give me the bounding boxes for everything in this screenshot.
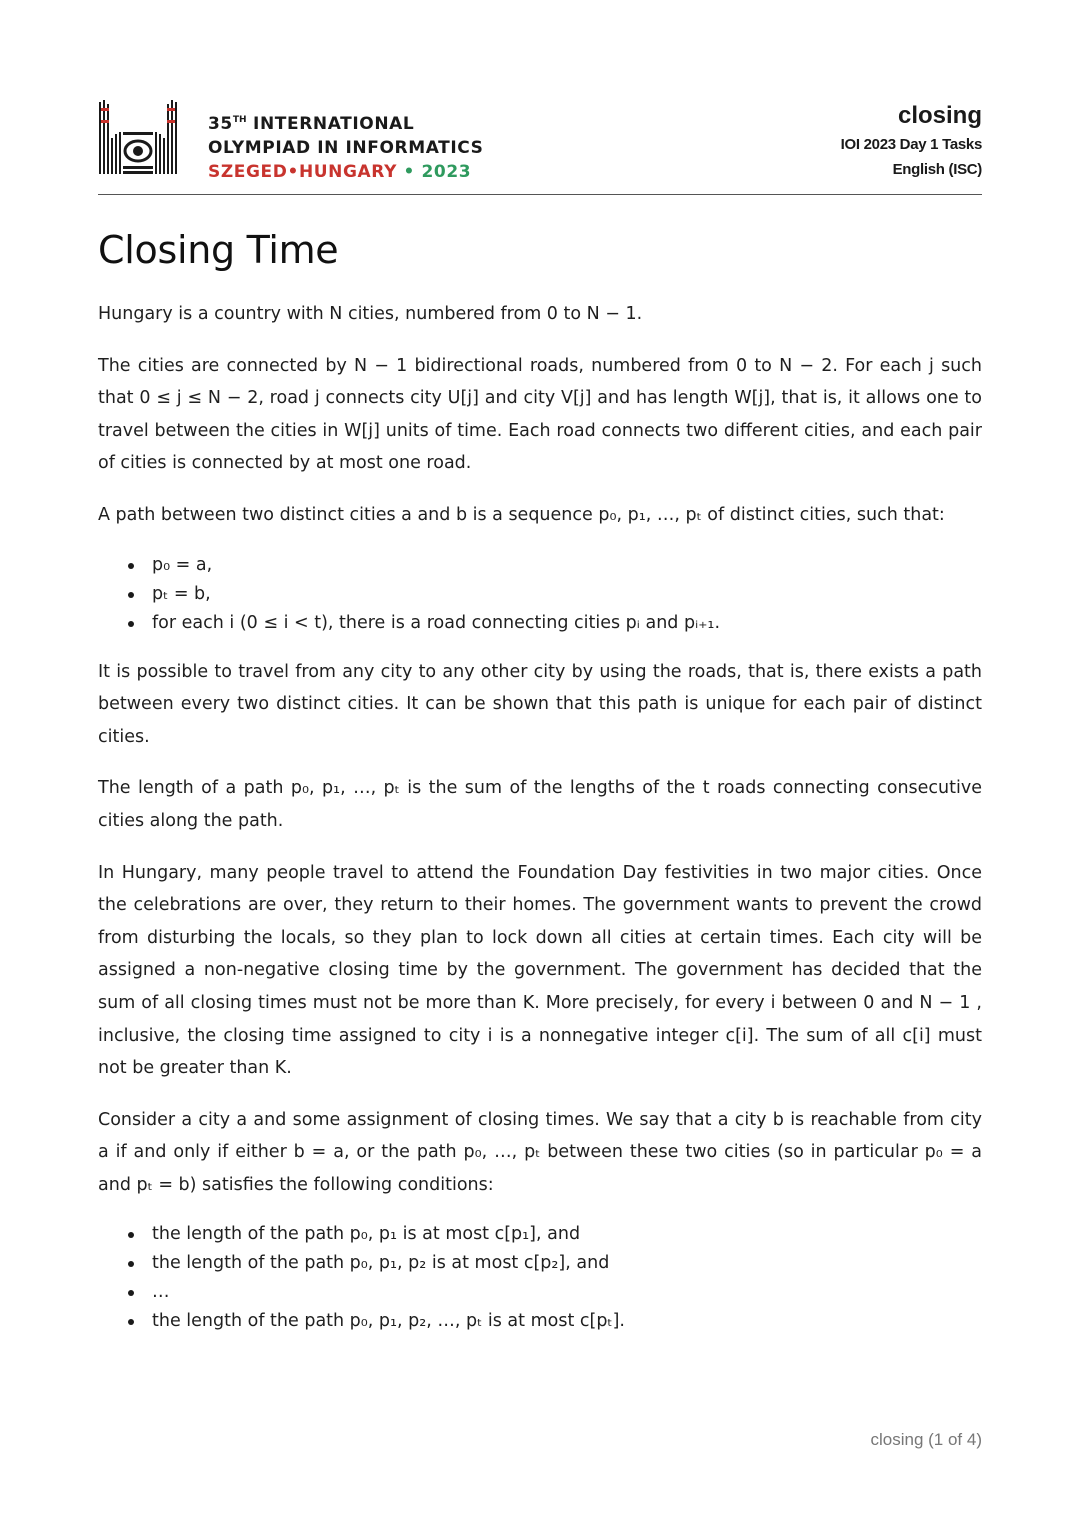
statement-body bbox=[98, 298, 982, 1354]
list-item: the length of the path p₀, p₁, p₂, …, pₜ is at most c[pₜ]. bbox=[152, 1307, 982, 1336]
contest-name: IOI 2023 Day 1 Tasks bbox=[840, 136, 982, 153]
org-year: 2023 bbox=[421, 162, 472, 182]
header bbox=[98, 96, 982, 195]
page-title: Closing Time bbox=[98, 228, 339, 272]
list-item: for each i (0 ≤ i < t), there is a road connecting cities pᵢ and pᵢ₊₁. bbox=[152, 609, 982, 638]
paragraph: It is possible to travel from any city to any other city by using the roads, that is, there exists a path between every two distinct cities. It can be shown that this path is unique for each pair of distinct cities. bbox=[98, 661, 982, 747]
paragraph: The cities are connected by N − 1 bidirectional roads, numbered from 0 to N − 2. For each j such that 0 ≤ j ≤ N − 2, road j connects city U[j] and city V[j] and has length W[j], that is, it allows one to travel between the cities in W[j] units of time. Each road connects two different cities, and each pair of cities is connected by at most one road. bbox=[98, 355, 982, 474]
org-line1: INTERNATIONAL bbox=[246, 114, 415, 134]
paragraph: A path between two distinct cities a and b is a sequence p₀, p₁, …, pₜ of distinct cities, such that: bbox=[98, 504, 945, 525]
list-item: the length of the path p₀, p₁ is at most c[p₁], and bbox=[152, 1220, 982, 1249]
list-item: … bbox=[152, 1278, 982, 1307]
org-ordinal: 35 bbox=[208, 114, 233, 134]
list-item: pₜ = b, bbox=[152, 580, 982, 609]
ioi-logo-icon bbox=[98, 98, 178, 176]
language-label: English (ISC) bbox=[892, 161, 982, 178]
org-separator: • bbox=[287, 162, 299, 182]
list-item: p₀ = a, bbox=[152, 551, 982, 580]
org-ordinal-suffix: TH bbox=[232, 115, 247, 125]
paragraph: In Hungary, many people travel to attend the Foundation Day festivities in two major cities. Once the celebrations are over, they return to their homes. The government wants to prevent the crowd from disturbing the locals, so they plan to lock down all cities at certain times. Each city will be assigned a non-negative closing time by the government. The government has decided that the sum of all closing times must not be more than K. More precisely, for every i between 0 and N − 1 , inclusive, the closing time assigned to city i is a nonnegative integer c[i]. The sum of all c[i] must not be greater than K. bbox=[98, 862, 982, 1079]
reachability-conditions-list bbox=[98, 1220, 982, 1336]
org-city: SZEGED bbox=[208, 162, 288, 182]
paragraph: The length of a path p₀, p₁, …, pₜ is the sum of the lengths of the t roads connecting consecutive cities along the path. bbox=[98, 778, 982, 831]
org-country: HUNGARY bbox=[298, 162, 397, 182]
page-number: closing (1 of 4) bbox=[870, 1430, 982, 1449]
page bbox=[98, 0, 982, 1528]
path-conditions-list bbox=[98, 551, 982, 638]
paragraph: Consider a city a and some assignment of closing times. We say that a city b is reachable from city a if and only if either b = a, or the path p₀, …, pₜ between these two cities (so in particular p₀ = a and pₜ = b) satisfies the following conditions: bbox=[98, 1109, 982, 1195]
organizer-name bbox=[208, 108, 484, 184]
paragraph: Hungary is a country with N cities, numbered from 0 to N − 1. bbox=[98, 304, 643, 324]
task-name: closing bbox=[897, 102, 982, 129]
org-line2: OLYMPIAD IN INFORMATICS bbox=[208, 138, 484, 158]
list-item: the length of the path p₀, p₁, p₂ is at most c[p₂], and bbox=[152, 1249, 982, 1278]
org-separator: • bbox=[396, 162, 422, 182]
task-meta bbox=[841, 100, 982, 182]
